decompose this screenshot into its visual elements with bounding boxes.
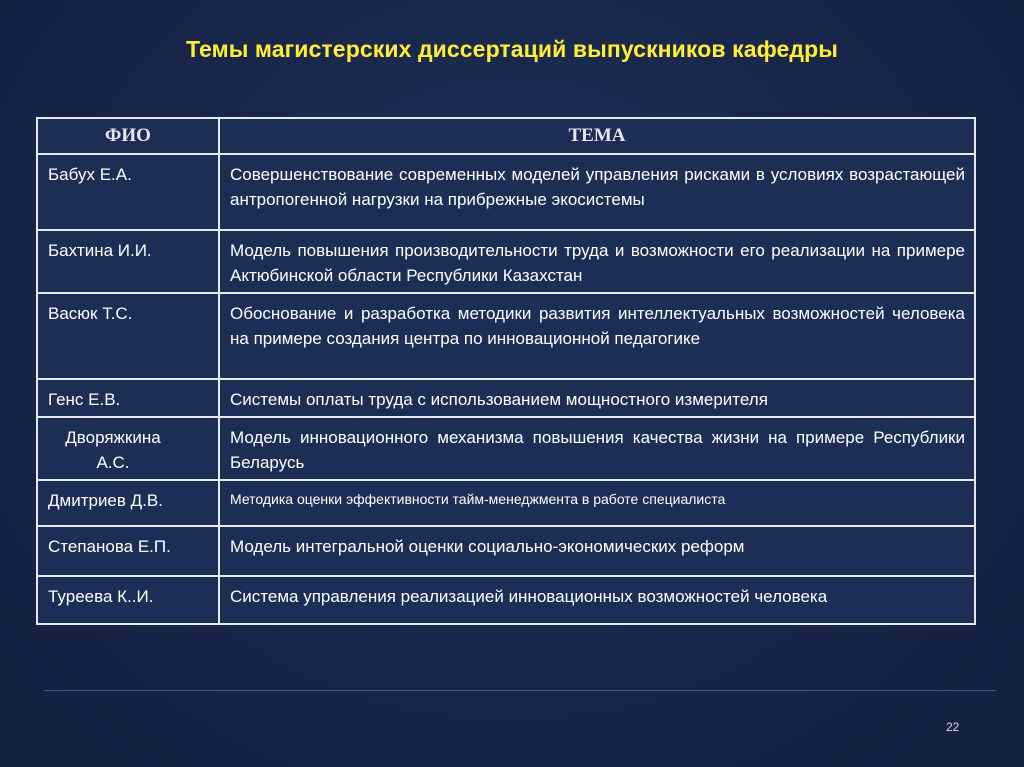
cell-name: Генс Е.В. — [37, 379, 219, 417]
table-row — [37, 576, 975, 624]
header-topic: ТЕМА — [219, 118, 975, 154]
cell-topic: Обоснование и разработка методики развития интеллектуальных возможностей человека на примере создания центра по инновационной педагогике — [219, 293, 975, 379]
footer-divider — [44, 690, 996, 691]
table-row — [37, 379, 975, 417]
cell-topic: Система управления реализацией инновационных возможностей человека — [219, 576, 975, 624]
table-row — [37, 526, 975, 576]
slide-title: Темы магистерских диссертаций выпускников кафедры — [185, 36, 839, 62]
cell-topic: Модель интегральной оценки социально-экономических реформ — [219, 526, 975, 576]
cell-name: Степанова Е.П. — [37, 526, 219, 576]
cell-name — [37, 417, 219, 480]
cell-name: Бабух Е.А. — [37, 154, 219, 230]
theses-table — [36, 117, 976, 625]
table-row — [37, 230, 975, 293]
table-row — [37, 480, 975, 526]
page-number: 22 — [946, 720, 960, 734]
cell-name: Бахтина И.И. — [37, 230, 219, 293]
cell-topic: Методика оценки эффективности тайм-менеджмента в работе специалиста — [219, 480, 975, 526]
cell-name: Дмитриев Д.В. — [37, 480, 219, 526]
cell-topic: Совершенствование современных моделей управления рисками в условиях возрастающей антропогенной нагрузки на прибрежные экосистемы — [219, 154, 975, 230]
cell-name-text: Дворяжкина А.С. — [65, 428, 161, 472]
table-row — [37, 417, 975, 480]
table-row — [37, 293, 975, 379]
cell-topic: Системы оплаты труда с использованием мощностного измерителя — [219, 379, 975, 417]
table-header-row — [37, 118, 975, 154]
cell-name: Туреева К..И. — [37, 576, 219, 624]
table-row — [37, 154, 975, 230]
cell-name: Васюк Т.С. — [37, 293, 219, 379]
theses-table-container — [36, 117, 974, 625]
cell-topic: Модель инновационного механизма повышения качества жизни на примере Республики Беларусь — [219, 417, 975, 480]
header-name: ФИО — [37, 118, 219, 154]
cell-topic: Модель повышения производительности труда и возможности его реализации на примере Актюбинской области Республики Казахстан — [219, 230, 975, 293]
